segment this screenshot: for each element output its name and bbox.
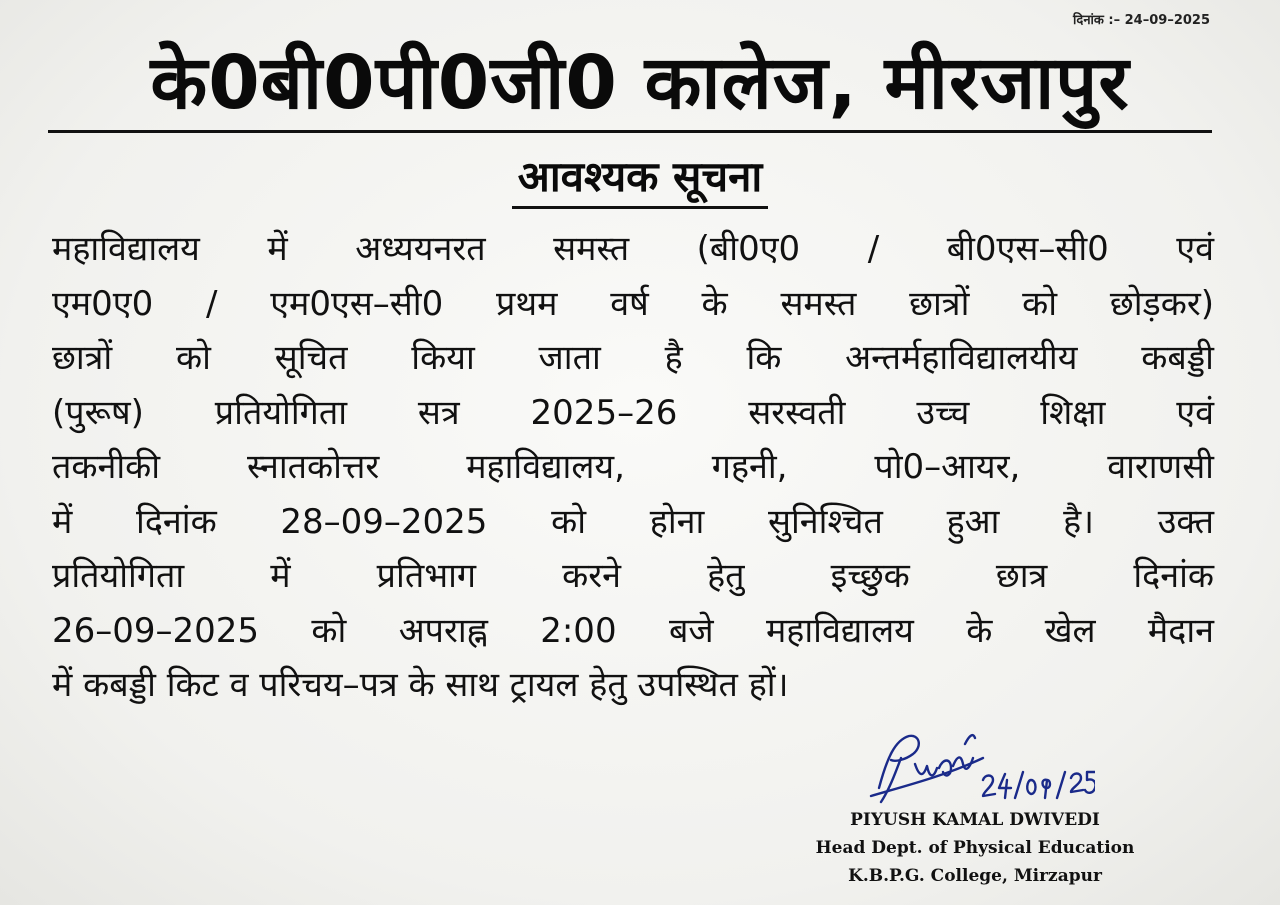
signatory-block bbox=[800, 806, 1150, 890]
signatory-designation: Head Dept. of Physical Education bbox=[815, 838, 1135, 858]
body-line: (पुरूष) प्रतियोगिता सत्र 2025–26 सरस्वती उच्च शिक्षा एवं bbox=[52, 392, 1214, 433]
signatory-name: PIYUSH KAMAL DWIVEDI bbox=[850, 810, 1100, 830]
body-line: छात्रों को सूचित किया जाता है कि अन्तर्महाविद्यालयीय कबड्डी bbox=[52, 338, 1214, 378]
body-line: में दिनांक 28–09–2025 को होना सुनिश्चित हुआ है। उक्त bbox=[52, 501, 1214, 542]
body-line: 26–09–2025 को अपराह्न 2:00 बजे महाविद्यालय के खेल मैदान bbox=[52, 610, 1214, 651]
title-underline bbox=[48, 130, 1212, 133]
notice-heading-text: आवश्यक सूचना bbox=[512, 150, 769, 209]
college-title: के0बी0पी0जी0 कालेज, मीरजापुर bbox=[150, 40, 1130, 126]
body-line: एम0ए0 / एम0एस–सी0 प्रथम वर्ष के समस्त छात्रों को छोड़कर) bbox=[52, 283, 1214, 324]
notice-body bbox=[52, 222, 1214, 713]
handwritten-signature bbox=[865, 718, 1095, 808]
body-line: में कबड्डी किट व परिचय–पत्र के साथ ट्रायल हेतु उपस्थित हों। bbox=[52, 665, 789, 705]
body-line: प्रतियोगिता में प्रतिभाग करने हेतु इच्छुक छात्र दिनांक bbox=[52, 556, 1214, 596]
date-line: दिनांक :– 24–09–2025 bbox=[1073, 13, 1210, 28]
body-line: महाविद्यालय में अध्ययनरत समस्त (बी0ए0 / बी0एस–सी0 एवं bbox=[52, 229, 1214, 269]
notice-heading bbox=[0, 150, 1280, 209]
body-line: तकनीकी स्नातकोत्तर महाविद्यालय, गहनी, पो0–आयर, वाराणसी bbox=[52, 447, 1214, 487]
signatory-institution: K.B.P.G. College, Mirzapur bbox=[848, 866, 1102, 886]
